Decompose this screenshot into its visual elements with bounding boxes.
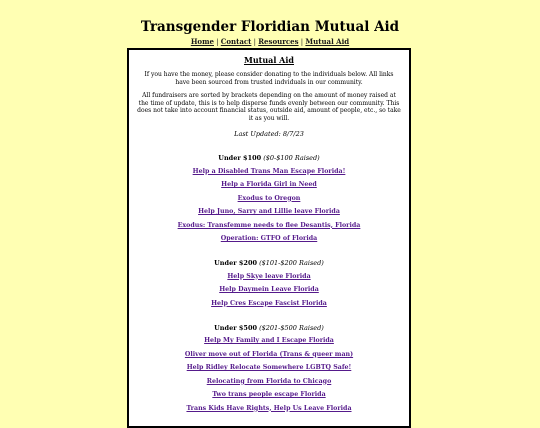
fundraiser-link[interactable]: Two trans people escape Florida (212, 391, 326, 398)
fundraiser-link[interactable]: Help Ridley Relocate Somewhere LGBTQ Safe! (186, 364, 352, 371)
bracket-label: Under $500 (214, 323, 257, 332)
fundraiser-link[interactable]: Trans Kids Have Rights, Help Us Leave Florida (186, 404, 352, 412)
fundraiser-link[interactable]: Exodus to Oregon (237, 194, 301, 202)
nav-home-link[interactable]: Home (190, 37, 214, 46)
fundraiser-link[interactable]: Help My Family and I Escape Florida (204, 337, 334, 344)
bracket-range: ($0-$100 Raised) (263, 154, 320, 162)
bracket-range: ($101-$200 Raised) (259, 259, 324, 267)
mutual-aid-panel (127, 48, 411, 428)
fundraiser-link[interactable]: Help Cres Escape Fascist Florida (211, 299, 327, 307)
fundraiser-link[interactable]: Operation: GTFO of Florida (220, 235, 318, 242)
bracket-heading (129, 154, 409, 162)
fundraiser-link[interactable]: Relocating from Florida to Chicago (206, 377, 332, 385)
nav-contact-link[interactable]: Contact (220, 37, 252, 46)
last-updated: Last Updated: 8/7/23 (234, 130, 304, 138)
fundraiser-link[interactable]: Exodus: Transfemme needs to flee Desantis, Florida (177, 221, 361, 229)
fundraiser-link[interactable]: Help Skye leave Florida (227, 272, 311, 280)
fundraiser-link[interactable]: Oliver move out of Florida (Trans & queer man) (184, 350, 354, 358)
fundraiser-link[interactable]: Help Daymein Leave Florida (219, 286, 319, 293)
nav-separator: | (300, 38, 306, 46)
bracket-heading (129, 324, 409, 332)
bracket-range: ($201-$500 Raised) (259, 323, 324, 332)
bracket-heading (129, 259, 409, 267)
nav-mutual-aid-link[interactable]: Mutual Aid (305, 37, 350, 46)
bracket-label: Under $100 (218, 154, 262, 162)
intro-text: If you have the money, please consider donating to the individuals below. All links have been sourced from trusted indviduals in our community. (144, 71, 394, 86)
site-title: Transgender Floridian Mutual Aid (140, 19, 400, 35)
bracket-section-under-100 (129, 154, 409, 243)
fundraiser-link[interactable]: Help Juno, Sarry and Lillie leave Florida (198, 208, 340, 215)
fundraiser-link[interactable]: Help a Florida Girl in Need (221, 181, 317, 188)
top-nav (0, 37, 540, 47)
nav-separator: | (216, 38, 221, 46)
sorting-note: All fundraisers are sorted by brackets depending on the amount of money raised at the time of update, this is to help disperse funds evenly between our community. This does not take into account financial status, outside aid, amount of people, etc., so take it as you will. (137, 92, 401, 122)
panel-title: Mutual Aid (243, 55, 295, 65)
bracket-label: Under $200 (214, 259, 257, 267)
nav-separator: | (253, 38, 259, 46)
bracket-section-under-200 (129, 259, 409, 308)
bracket-section-under-500 (129, 324, 409, 413)
fundraiser-link[interactable]: Help a Disabled Trans Man Escape Florida! (192, 167, 346, 175)
nav-resources-link[interactable]: Resources (258, 37, 299, 46)
